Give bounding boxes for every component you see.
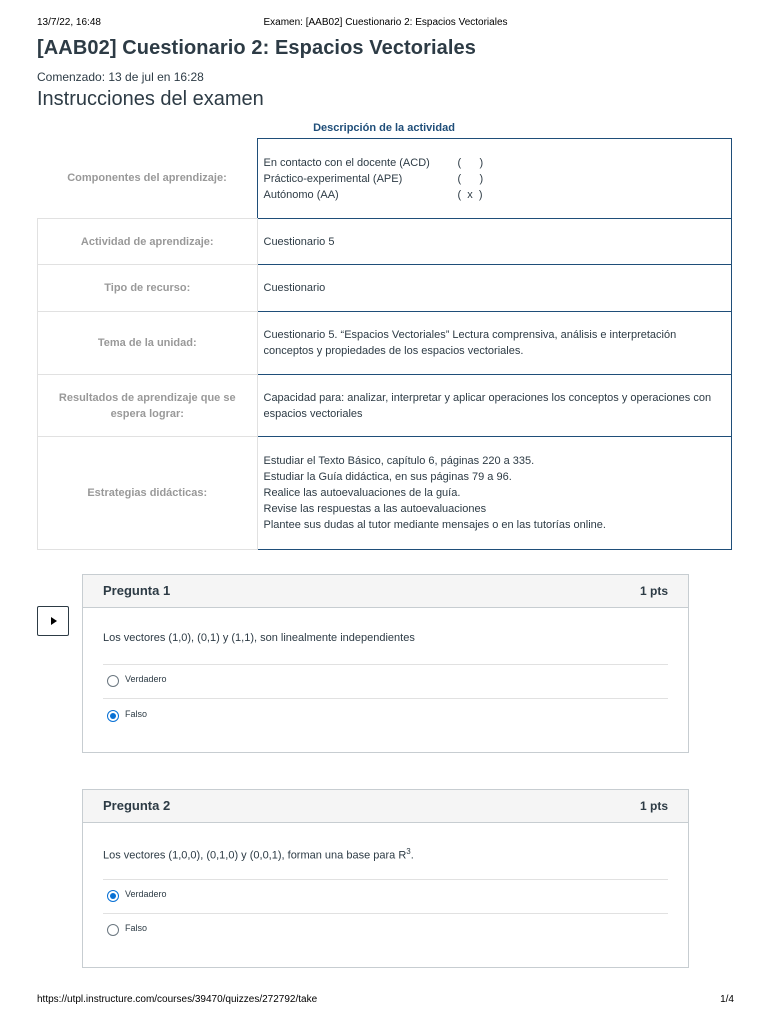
print-date: 13/7/22, 16:48 (37, 17, 101, 28)
component-mark: ( x ) (457, 188, 483, 201)
learning-components-value (257, 139, 732, 219)
print-url: https://utpl.instructure.com/courses/39470/quizzes/272792/take (37, 994, 318, 1005)
table-row (38, 139, 732, 219)
radio-checked-icon[interactable] (107, 890, 119, 902)
question-1 (82, 574, 689, 753)
radio-unchecked-icon[interactable] (107, 924, 119, 936)
activity-table (37, 138, 732, 550)
strategy-line: Estudiar el Texto Básico, capítulo 6, páginas 220 a 335. (263, 455, 535, 467)
play-triangle-icon (51, 617, 57, 625)
row-label: Tema de la unidad: (38, 312, 258, 375)
row-label: Resultados de aprendizaje que se espera lograr: (38, 375, 258, 437)
question-points: 1 pts (639, 584, 668, 598)
row-label: Estrategias didácticas: (38, 437, 258, 550)
question-text-main: Los vectores (1,0,0), (0,1,0) y (0,0,1), forman una base para R (103, 849, 407, 862)
row-value: Capacidad para: analizar, interpretar y aplicar operaciones los conceptos y operaciones con espacios vectoriales (257, 375, 732, 437)
answer-label: Verdadero (125, 674, 167, 684)
component-mark: ( ) (457, 172, 484, 185)
table-row (38, 437, 732, 550)
radio-unchecked-icon[interactable] (107, 675, 119, 687)
table-row (38, 219, 732, 265)
component-line (264, 187, 726, 203)
question-text-end: . (410, 849, 414, 862)
answer-divider (103, 664, 668, 665)
question-text-superscript: 3 (406, 847, 411, 856)
strategy-line: Plantee sus dudas al tutor mediante mensajes o en las tutorías online. (263, 519, 606, 531)
print-title: Examen: [AAB02] Cuestionario 2: Espacios Vectoriales (263, 17, 508, 28)
row-label: Tipo de recurso: (38, 265, 258, 312)
question-nav-toggle-button[interactable] (37, 606, 69, 636)
didactic-strategies-value (257, 437, 732, 550)
instructions-title: Instrucciones del examen (37, 88, 264, 110)
answer-label: Falso (125, 709, 148, 719)
answer-divider (103, 879, 668, 880)
print-footer (37, 994, 734, 1008)
answer-label: Falso (125, 923, 148, 933)
component-line (264, 155, 726, 171)
quiz-title: [AAB02] Cuestionario 2: Espacios Vectoriales (37, 37, 476, 59)
row-value: Cuestionario 5 (257, 219, 732, 265)
question-text: Los vectores (1,0), (0,1) y (1,1), son linealmente independientes (103, 632, 415, 644)
row-value: Cuestionario (257, 265, 732, 312)
component-label: En contacto con el docente (ACD) (263, 156, 430, 169)
table-row (38, 265, 732, 312)
strategy-line: Revise las respuestas a las autoevaluaciones (263, 503, 487, 515)
print-page-number: 1/4 (720, 994, 734, 1005)
component-mark: ( ) (457, 156, 484, 169)
started-at: Comenzado: 13 de jul en 16:28 (37, 70, 204, 84)
question-2 (82, 789, 689, 968)
row-value: Cuestionario 5. “Espacios Vectoriales” Lectura comprensiva, análisis e interpretación conceptos y propiedades de los espacios vectoriales. (257, 312, 732, 375)
question-title: Pregunta 2 (103, 798, 171, 813)
print-header (37, 17, 734, 31)
row-label: Componentes del aprendizaje: (38, 139, 258, 219)
question-text (103, 847, 414, 862)
row-label: Actividad de aprendizaje: (38, 219, 258, 265)
question-header (83, 790, 688, 823)
activity-description-heading: Descripción de la actividad (313, 122, 455, 134)
answer-divider (103, 698, 668, 699)
component-label: Autónomo (AA) (263, 188, 339, 201)
answer-label: Verdadero (125, 889, 167, 899)
strategy-line: Realice las autoevaluaciones de la guía. (263, 487, 461, 499)
component-line (264, 171, 726, 187)
strategy-line: Estudiar la Guía didáctica, en sus páginas 79 a 96. (263, 471, 512, 483)
question-points: 1 pts (639, 799, 668, 813)
table-row (38, 312, 732, 375)
question-title: Pregunta 1 (103, 583, 171, 598)
component-label: Práctico-experimental (APE) (263, 172, 403, 185)
question-header (83, 575, 688, 608)
answer-divider (103, 913, 668, 914)
radio-checked-icon[interactable] (107, 710, 119, 722)
table-row (38, 375, 732, 437)
